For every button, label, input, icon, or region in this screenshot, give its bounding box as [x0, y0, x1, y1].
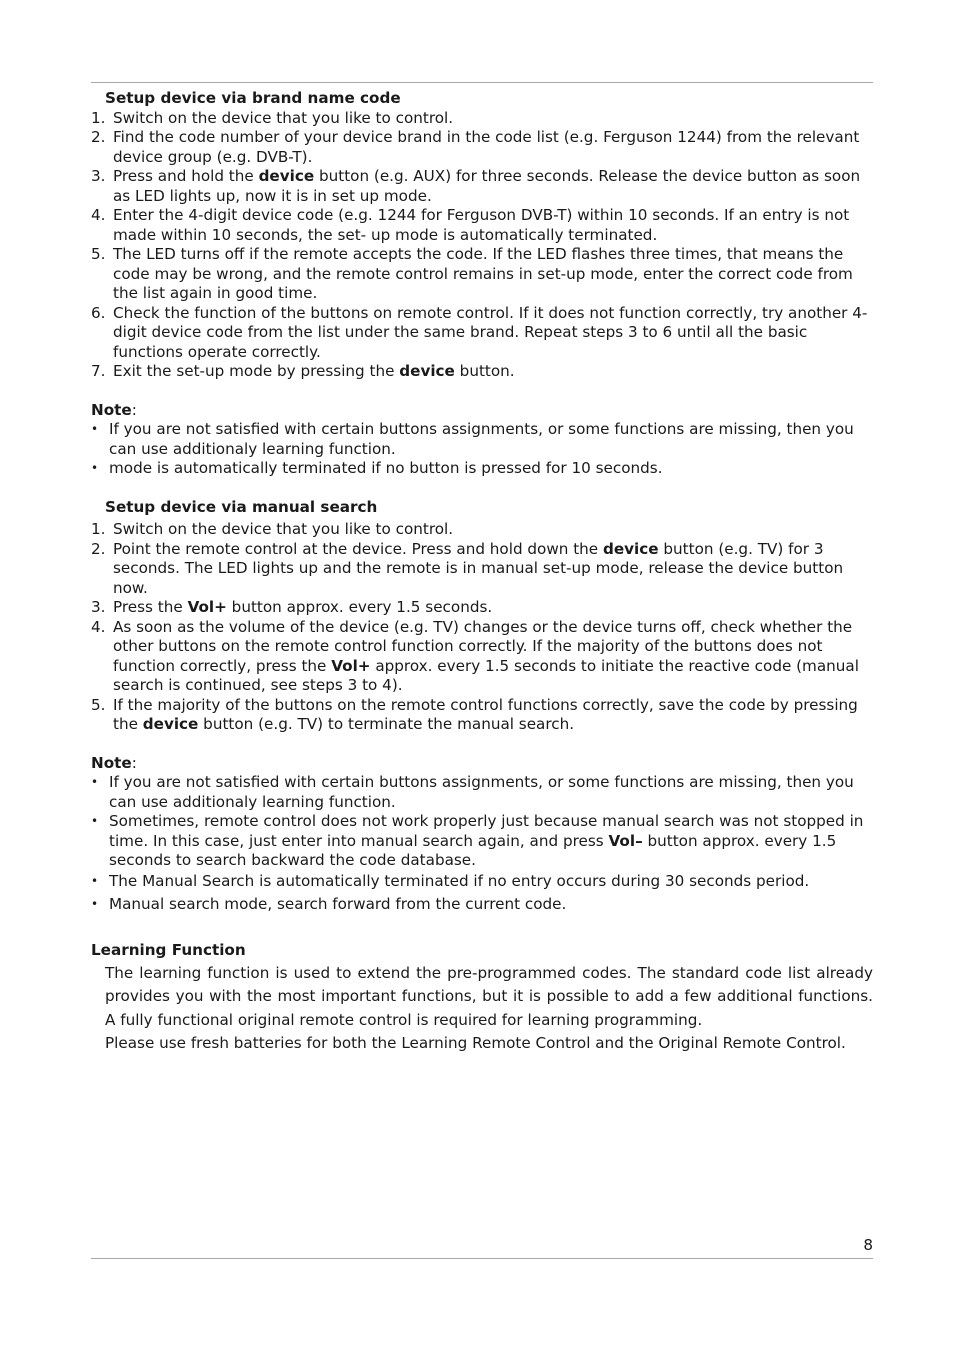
- list-item: 4. Enter the 4-digit device code (e.g. 1244 for Ferguson DVB-T) within 10 seconds. If an entry is not made within 10 seconds, the set- up mode is automatically terminated.: [91, 206, 850, 244]
- device-keyword: device: [602, 539, 659, 558]
- note-heading: Note:: [91, 400, 137, 419]
- manual-search-steps: [91, 520, 873, 735]
- bullet-icon: •: [91, 873, 99, 888]
- list-item: • Sometimes, remote control does not work properly just because manual search was not stopped in time. In this case, just enter into manual search again, and press Vol– button approx. every 1.5 seconds to search backward the code database.: [91, 812, 864, 869]
- device-keyword: device: [258, 167, 315, 185]
- vol-plus-keyword: Vol+: [331, 656, 371, 675]
- brand-code-steps: [91, 109, 873, 382]
- list-item: 3. Press and hold the device button (e.g. AUX) for three seconds. Release the device button as soon as LED lights up, now it is in set up mode.: [91, 167, 861, 205]
- device-keyword: device: [399, 362, 455, 380]
- learning-paragraph: Please use fresh batteries for both the Learning Remote Control and the Original Remote Control.: [105, 1033, 846, 1052]
- bullet-icon: •: [91, 775, 99, 789]
- section-heading-learning: Learning Function: [91, 940, 246, 959]
- bullet-icon: •: [91, 461, 99, 475]
- list-item: • mode is automatically terminated if no button is pressed for 10 seconds.: [91, 459, 663, 477]
- list-item: 7. Exit the set-up mode by pressing the device button.: [91, 362, 515, 380]
- vol-plus-keyword: Vol+: [187, 598, 227, 616]
- list-item: 3. Press the Vol+ button approx. every 1.5 seconds.: [91, 598, 493, 616]
- note-list-manual-search: [91, 773, 873, 915]
- manual-page-content: [91, 89, 873, 1055]
- list-item: • If you are not satisfied with certain buttons assignments, or some functions are missing, then you can use additionaly learning function.: [91, 420, 854, 458]
- list-item: 4. As soon as the volume of the device (e.g. TV) changes or the device turns off, check whether the other buttons on the remote control function correctly. If the majority of the buttons does not function correctly, press the Vol+ approx. every 1.5 seconds to initiate the reactive code (manual search is continued, see steps 3 to 4).: [91, 617, 859, 694]
- page-number: 8: [863, 1236, 873, 1254]
- list-item: 2. Point the remote control at the device. Press and hold down the device button (e.g. TV) for 3 seconds. The LED lights up and the remote is in manual set-up mode, release the device button now.: [91, 539, 844, 597]
- bullet-icon: •: [91, 422, 99, 436]
- list-item: 1. Switch on the device that you like to control.: [91, 520, 454, 538]
- list-item: • If you are not satisfied with certain buttons assignments, or some functions are missing, then you can use additionaly learning function.: [91, 773, 854, 811]
- list-item: 2. Find the code number of your device brand in the code list (e.g. Ferguson 1244) from the relevant device group (e.g. DVB-T).: [91, 128, 860, 166]
- section-heading-manual-search: Setup device via manual search: [105, 497, 378, 516]
- section-heading-brand-code: Setup device via brand name code: [105, 89, 401, 107]
- note-list-brand-code: [91, 420, 873, 479]
- note-heading: Note:: [91, 753, 137, 772]
- vol-minus-keyword: Vol–: [608, 831, 643, 850]
- list-item: 6. Check the function of the buttons on remote control. If it does not function correctly, try another 4-digit device code from the list under the same brand. Repeat steps 3 to 6 until all the basic functions operate correctly.: [91, 303, 868, 361]
- device-keyword: device: [142, 715, 199, 733]
- list-item: • Manual search mode, search forward from the current code.: [91, 895, 567, 913]
- bullet-icon: •: [91, 814, 99, 828]
- learning-paragraph: The learning function is used to extend the pre-programmed codes. The standard code list already provides you with the most important functions, but it is possible to add a few additional functions. A fully functional original remote control is required for learning programming.: [105, 964, 873, 1029]
- list-item: 1. Switch on the device that you like to control.: [91, 108, 454, 127]
- list-item: 5. If the majority of the buttons on the remote control functions correctly, save the code by pressing the device button (e.g. TV) to terminate the manual search.: [91, 695, 858, 733]
- header-rule: [91, 82, 873, 83]
- list-item: 5. The LED turns off if the remote accepts the code. If the LED flashes three times, that means the code may be wrong, and the remote control remains in set-up mode, enter the correct code from the list again in good time.: [91, 245, 853, 302]
- bullet-icon: •: [91, 897, 99, 911]
- list-item: • The Manual Search is automatically terminated if no entry occurs during 30 seconds period.: [91, 871, 810, 890]
- footer-rule: [91, 1258, 873, 1259]
